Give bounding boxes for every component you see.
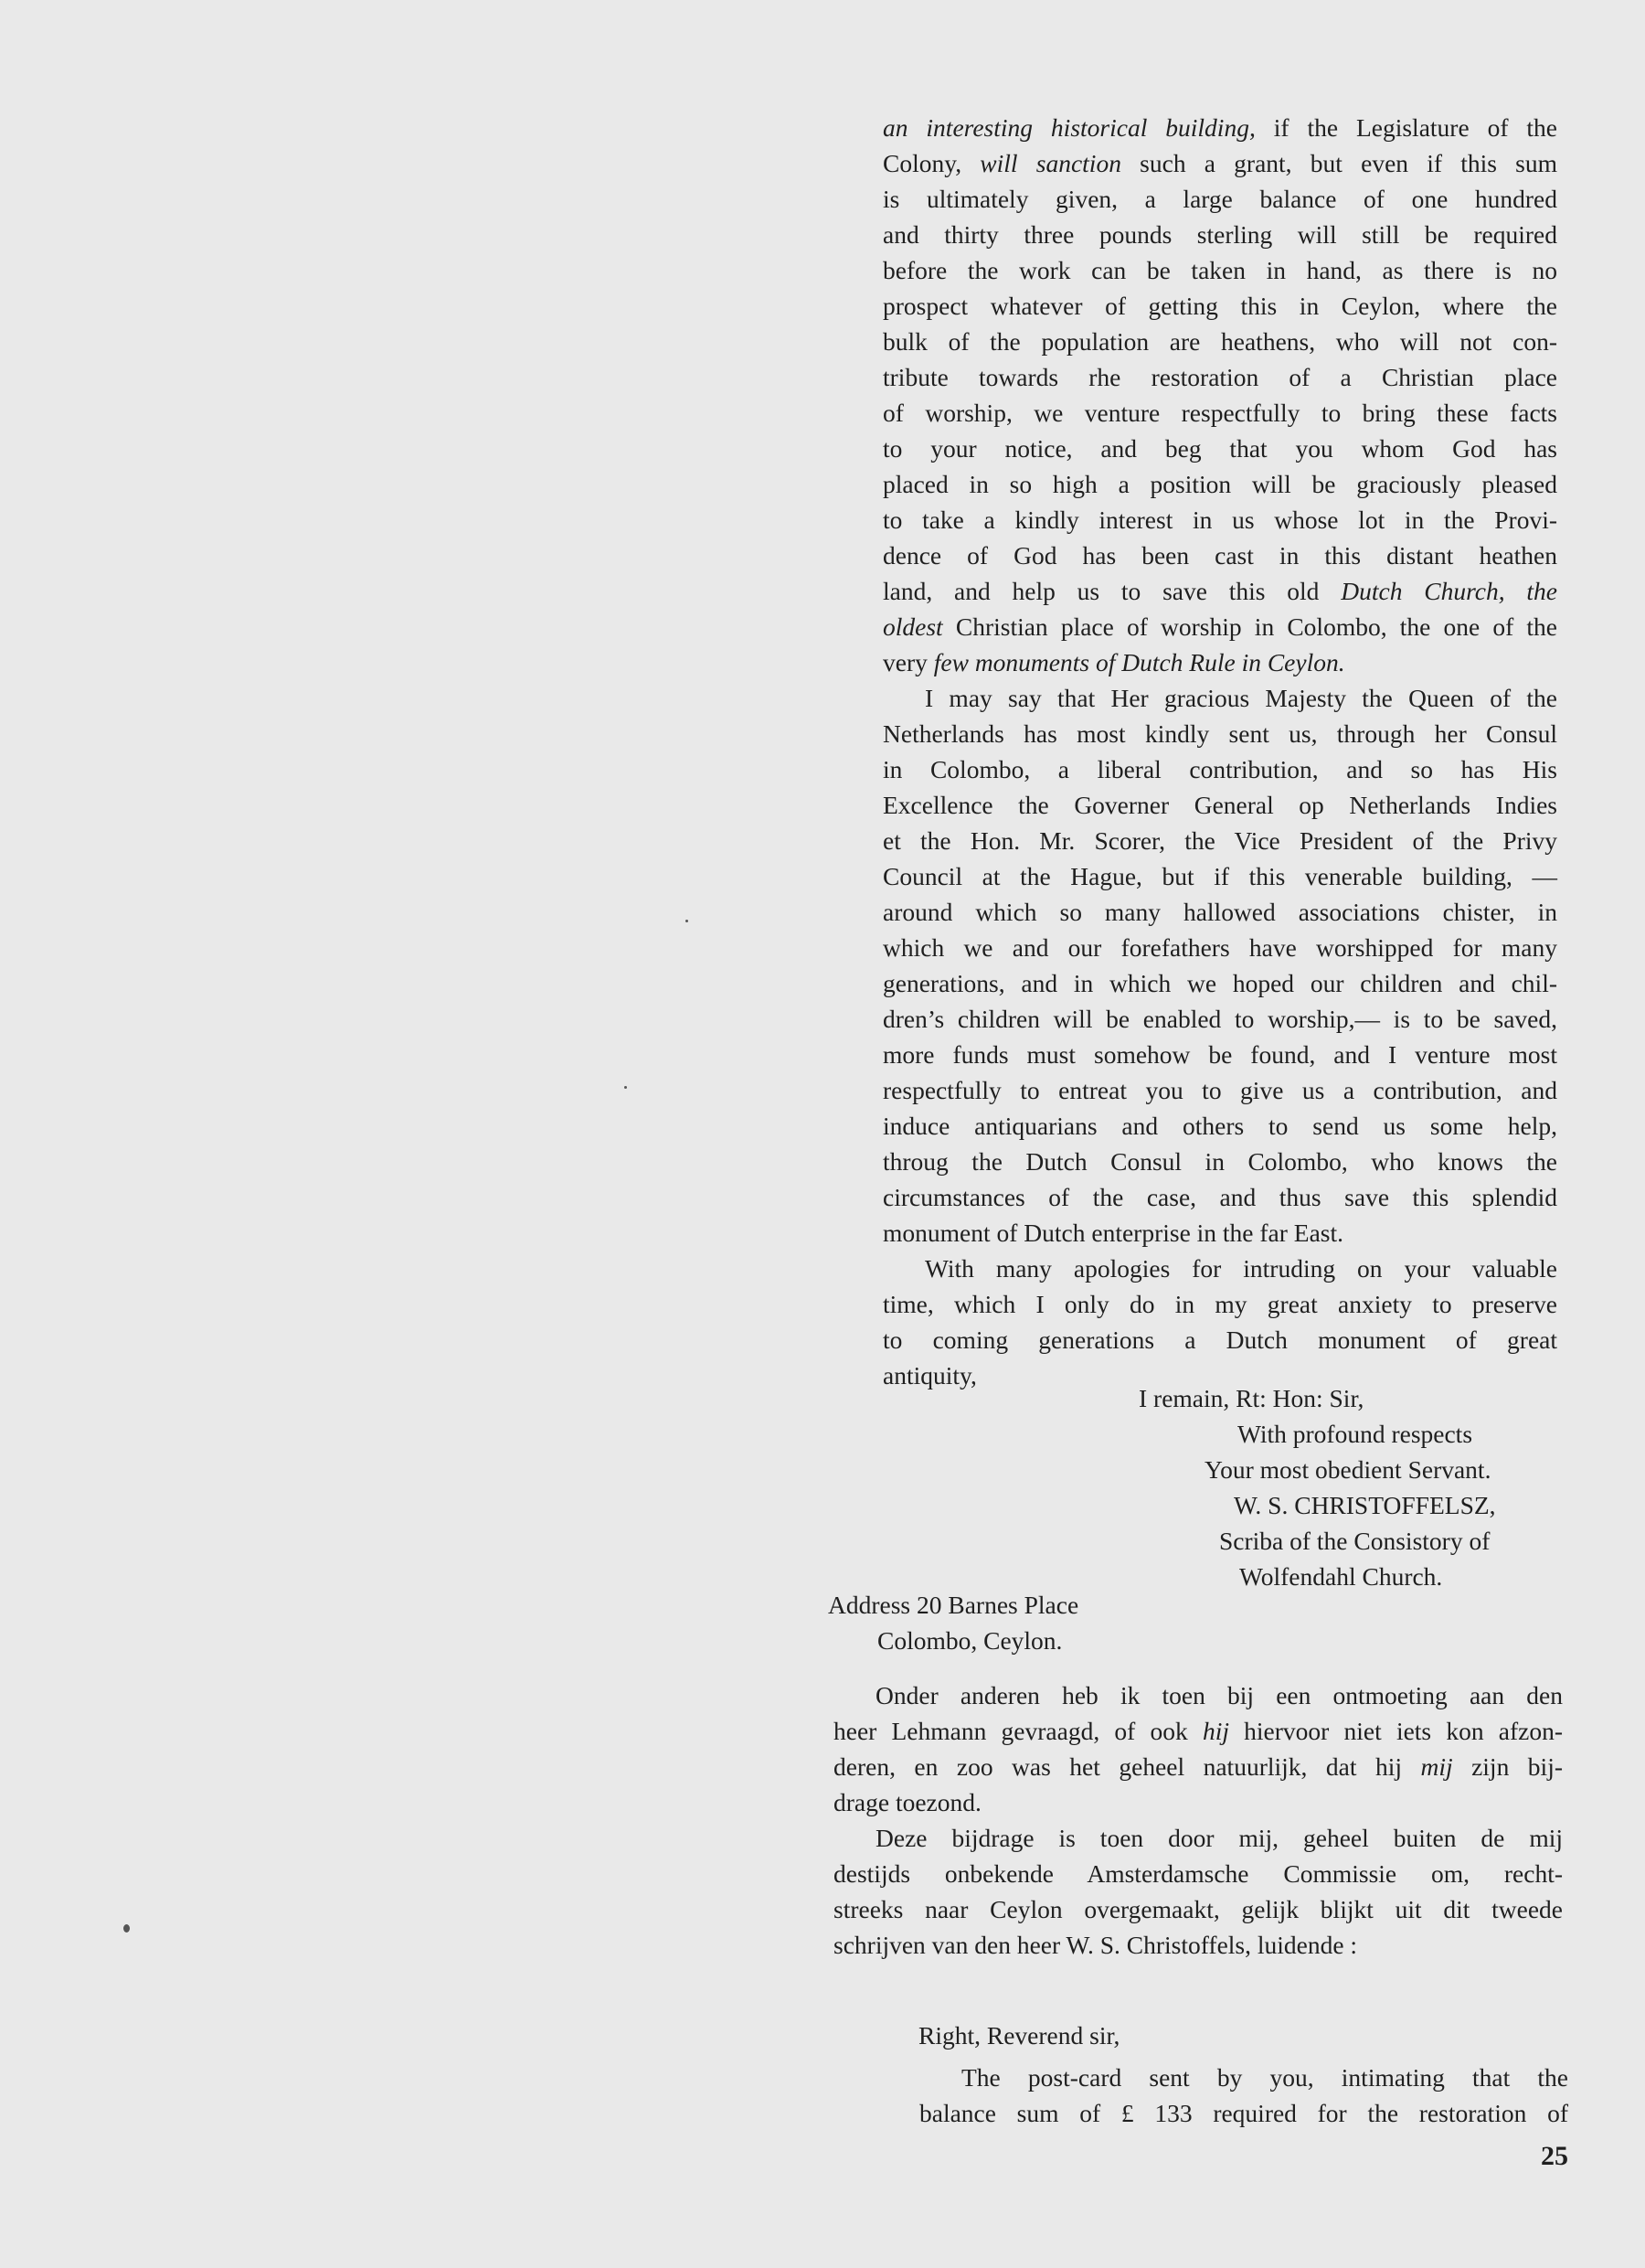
italic-run: will sanction — [980, 149, 1121, 177]
letter-paragraph-2 — [883, 680, 1557, 1251]
text-line — [883, 930, 1557, 965]
text-run: bulk of the population are heathens, who will not con- — [883, 327, 1557, 356]
text-run: antiquity, — [883, 1361, 977, 1390]
text-run: Deze bijdrage is toen door mij, geheel buiten de mij — [876, 1824, 1563, 1852]
text-run: induce antiquarians and others to send us some help, — [883, 1112, 1557, 1140]
text-run: Netherlands has most kindly sent us, through her Consul — [883, 719, 1557, 748]
italic-run: mij — [1420, 1752, 1453, 1781]
address-line-2: Colombo, Ceylon. — [877, 1626, 1063, 1655]
dutch-paragraph-2 — [833, 1820, 1563, 1963]
italic-run: an interesting historical building, — [883, 113, 1256, 142]
text-line — [883, 1108, 1557, 1144]
text-line — [883, 1144, 1557, 1179]
text-line — [883, 288, 1557, 324]
text-line — [883, 110, 1557, 145]
letter-body — [883, 110, 1557, 1393]
text-run: Christian place of worship in Colombo, the one of the — [942, 612, 1557, 641]
dutch-line: Onder anderen heb ik toen bij een ontmoeting aan den — [876, 1681, 1563, 1709]
text-run: time, which I only do in my great anxiety to preserve — [883, 1290, 1557, 1318]
dutch-line — [833, 1749, 1563, 1784]
text-run: very — [883, 648, 934, 676]
closing-servant: Your most obedient Servant. — [1205, 1455, 1491, 1484]
text-run: With many apologies for intruding on your valuable — [925, 1254, 1557, 1283]
letter-paragraph-3 — [883, 1251, 1557, 1393]
text-run: Colony, — [883, 149, 981, 177]
text-line — [883, 823, 1557, 858]
scan-speck — [685, 920, 688, 922]
text-run: Excellence the Governer General op Netherlands Indies — [883, 791, 1557, 819]
signatory-church: Wolfendahl Church. — [1239, 1562, 1443, 1591]
scan-speck — [624, 1086, 627, 1089]
text-line — [883, 1001, 1557, 1037]
text-line — [883, 538, 1557, 573]
text-line — [883, 609, 1557, 644]
text-run: tribute towards rhe restoration of a Christian place — [883, 363, 1557, 391]
dutch-text — [833, 1677, 1563, 1963]
italic-run: hij — [1202, 1717, 1229, 1745]
text-line — [883, 716, 1557, 751]
text-run: generations, and in which we hoped our children and chil- — [883, 969, 1557, 997]
text-run: circumstances of the case, and thus save this splendid — [883, 1183, 1557, 1211]
text-run: more funds must somehow be found, and I venture most — [883, 1040, 1557, 1069]
text-line — [883, 1037, 1557, 1072]
text-run: is ultimately given, a large balance of one hundred — [883, 185, 1557, 213]
text-run: and thirty three pounds sterling will still be required — [883, 220, 1557, 249]
text-run: to take a kindly interest in us whose lot in the Provi- — [883, 506, 1557, 534]
text-run: such a grant, but even if this sum — [1120, 149, 1558, 177]
text-run: destijds onbekende Amsterdamsche Commissie om, recht- — [833, 1859, 1563, 1888]
signatory-name: W. S. CHRISTOFFELSZ, — [1234, 1491, 1496, 1519]
letter-paragraph-1 — [883, 110, 1557, 644]
dutch-line: drage toezond. — [833, 1788, 982, 1816]
text-line — [883, 181, 1557, 217]
text-line — [883, 787, 1557, 823]
letter2-body — [919, 2060, 1568, 2131]
text-line — [883, 1251, 1557, 1286]
letter2-line: The post-card sent by you, intimating that the — [961, 2063, 1568, 2092]
text-run: which we and our forefathers have worshipped for many — [883, 933, 1557, 962]
text-line — [883, 751, 1557, 787]
text-run: to coming generations a Dutch monument of great — [883, 1326, 1557, 1354]
text-line — [883, 145, 1557, 181]
closing-remain: I remain, Rt: Hon: Sir, — [1139, 1384, 1364, 1412]
text-run: I may say that Her gracious Majesty the Queen of the — [925, 684, 1557, 712]
text-run: of worship, we venture respectfully to bring these facts — [883, 399, 1557, 427]
italic-run: few monuments of Dutch Rule in Ceylon. — [933, 648, 1345, 676]
text-line — [833, 1856, 1563, 1891]
text-line — [883, 965, 1557, 1001]
text-line — [883, 1215, 1557, 1251]
text-line — [883, 466, 1557, 502]
address-line-1: Address 20 Barnes Place — [828, 1591, 1079, 1619]
signatory-role: Scriba of the Consistory of — [1219, 1527, 1491, 1555]
italic-run: oldest — [883, 612, 943, 641]
text-line — [883, 431, 1557, 466]
text-line — [833, 1820, 1563, 1856]
text-run: to your notice, and beg that you whom God has — [883, 434, 1557, 463]
text-line — [883, 217, 1557, 252]
text-line — [883, 324, 1557, 359]
text-run: around which so many hallowed associations chister, in — [883, 898, 1557, 926]
text-line — [883, 573, 1557, 609]
text-run: zijn bij- — [1452, 1752, 1563, 1781]
text-run: dren’s children will be enabled to worship,— is to be saved, — [883, 1005, 1557, 1033]
text-line — [833, 1891, 1563, 1927]
text-run: if the Legislature of the — [1255, 113, 1557, 142]
dutch-line — [833, 1713, 1563, 1749]
text-line — [883, 680, 1557, 716]
text-run: in Colombo, a liberal contribution, and so has His — [883, 755, 1557, 783]
text-run: dence of God has been cast in this distant heathen — [883, 541, 1557, 570]
text-run: deren, en zoo was het geheel natuurlijk, dat hij — [833, 1752, 1421, 1781]
text-run: monument of Dutch enterprise in the far East. — [883, 1219, 1344, 1247]
scan-speck — [123, 1924, 130, 1933]
text-line — [833, 1927, 1563, 1963]
letter2-line: balance sum of £ 133 required for the restoration of — [919, 2099, 1568, 2127]
text-run: hiervoor niet iets kon afzon- — [1228, 1717, 1563, 1745]
text-line — [883, 252, 1557, 288]
text-line — [883, 1286, 1557, 1322]
italic-run: Dutch Church, the — [1341, 577, 1557, 605]
text-line — [883, 858, 1557, 894]
text-run: Council at the Hague, but if this venerable building, — — [883, 862, 1557, 890]
text-line — [883, 1072, 1557, 1108]
letter2-salutation: Right, Reverend sir, — [918, 2021, 1120, 2050]
text-run: before the work can be taken in hand, as there is no — [883, 256, 1557, 284]
text-run: land, and help us to save this old — [883, 577, 1342, 605]
text-run: streeks naar Ceylon overgemaakt, gelijk blijkt uit dit tweede — [833, 1895, 1563, 1923]
text-line — [883, 894, 1557, 930]
text-line — [883, 1322, 1557, 1358]
text-run: throug the Dutch Consul in Colombo, who knows the — [883, 1147, 1557, 1176]
text-run: respectfully to entreat you to give us a contribution, and — [883, 1076, 1557, 1104]
text-run: schrijven van den heer W. S. Christoffels, luidende : — [833, 1931, 1358, 1959]
text-line — [883, 502, 1557, 538]
closing-respects: With profound respects — [1237, 1420, 1473, 1448]
text-line — [883, 395, 1557, 431]
page-number: 25 — [1541, 2141, 1568, 2171]
text-run: heer Lehmann gevraagd, of ook — [833, 1717, 1203, 1745]
text-line — [883, 1179, 1557, 1215]
text-run: prospect whatever of getting this in Ceylon, where the — [883, 292, 1557, 320]
text-line — [883, 359, 1557, 395]
text-run: et the Hon. Mr. Scorer, the Vice President of the Privy — [883, 826, 1557, 855]
letter-line — [883, 644, 1557, 680]
text-run: placed in so high a position will be graciously pleased — [883, 470, 1557, 498]
